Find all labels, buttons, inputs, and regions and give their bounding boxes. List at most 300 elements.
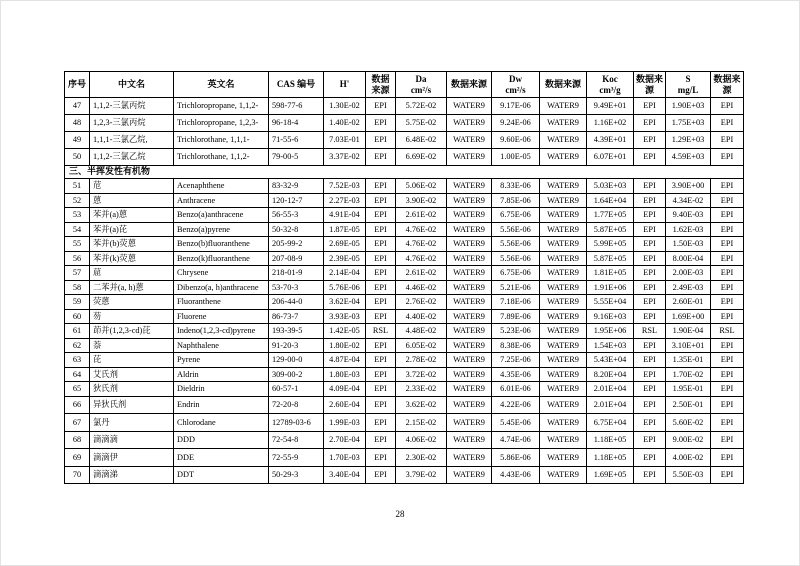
cell-num: 55 [65, 237, 90, 252]
cell-da: 2.33E-02 [396, 382, 447, 397]
cell-cas: 193-39-5 [269, 324, 324, 339]
cell-en: Endrin [174, 396, 269, 414]
cell-h_src: EPI [366, 280, 396, 295]
cell-cas: 205-99-2 [269, 237, 324, 252]
cell-cas: 50-32-8 [269, 222, 324, 237]
cell-h: 2.69E-05 [324, 237, 366, 252]
cell-num: 47 [65, 98, 90, 115]
col-header-s_src: 数据来 源 [711, 72, 744, 98]
cell-koc_src: EPI [634, 193, 666, 208]
cell-cn: 1,1,2-三氯丙烷 [90, 98, 174, 115]
cell-koc_src: EPI [634, 431, 666, 449]
cell-da: 2.15E-02 [396, 414, 447, 432]
parameters-table [64, 71, 744, 484]
table-row [65, 449, 744, 467]
cell-cas: 91-20-3 [269, 338, 324, 353]
cell-num: 67 [65, 414, 90, 432]
cell-da: 5.75E-02 [396, 115, 447, 132]
cell-cn: 苯并(b)荧蒽 [90, 237, 174, 252]
cell-koc_src: EPI [634, 222, 666, 237]
cell-da_src: WATER9 [447, 295, 492, 310]
cell-h: 2.39E-05 [324, 251, 366, 266]
cell-en: Acenaphthene [174, 179, 269, 194]
cell-koc: 5.87E+05 [587, 222, 634, 237]
table-header-row [65, 72, 744, 98]
cell-da: 3.79E-02 [396, 466, 447, 484]
table-row [65, 382, 744, 397]
cell-dw: 5.86E-06 [492, 449, 540, 467]
cell-h: 4.87E-04 [324, 353, 366, 368]
cell-koc_src: RSL [634, 324, 666, 339]
table-row [65, 251, 744, 266]
cell-dw: 5.23E-06 [492, 324, 540, 339]
cell-num: 66 [65, 396, 90, 414]
cell-dw: 7.18E-06 [492, 295, 540, 310]
cell-h_src: EPI [366, 132, 396, 149]
cell-koc: 5.99E+05 [587, 237, 634, 252]
cell-cas: 79-00-5 [269, 149, 324, 166]
cell-cn: 萘 [90, 338, 174, 353]
table-row [65, 431, 744, 449]
cell-da_src: WATER9 [447, 132, 492, 149]
cell-s_src: EPI [711, 414, 744, 432]
cell-koc_src: EPI [634, 295, 666, 310]
col-header-num: 序号 [65, 72, 90, 98]
cell-h: 1.80E-03 [324, 367, 366, 382]
cell-num: 60 [65, 309, 90, 324]
cell-h: 2.14E-04 [324, 266, 366, 281]
cell-s_src: RSL [711, 324, 744, 339]
cell-da: 6.48E-02 [396, 132, 447, 149]
cell-num: 52 [65, 193, 90, 208]
cell-s: 5.60E-02 [666, 414, 711, 432]
section-title: 三、半挥发性有机物 [65, 166, 744, 179]
cell-h_src: RSL [366, 324, 396, 339]
cell-dw: 4.74E-06 [492, 431, 540, 449]
cell-cn: 䓛 [90, 266, 174, 281]
cell-dw: 8.33E-06 [492, 179, 540, 194]
cell-en: Aldrin [174, 367, 269, 382]
cell-koc_src: EPI [634, 132, 666, 149]
cell-h_src: EPI [366, 353, 396, 368]
cell-s: 2.00E-03 [666, 266, 711, 281]
cell-en: Dieldrin [174, 382, 269, 397]
cell-cas: 309-00-2 [269, 367, 324, 382]
cell-dw: 6.75E-06 [492, 208, 540, 223]
cell-da: 6.69E-02 [396, 149, 447, 166]
cell-cn: 苯并(a)芘 [90, 222, 174, 237]
cell-koc: 9.16E+03 [587, 309, 634, 324]
cell-da_src: WATER9 [447, 353, 492, 368]
cell-en: Benzo(b)fluoranthene [174, 237, 269, 252]
table-row [65, 309, 744, 324]
cell-cn: 滴滴滴 [90, 431, 174, 449]
table-row [65, 414, 744, 432]
cell-en: Trichloropropane, 1,2,3- [174, 115, 269, 132]
cell-num: 59 [65, 295, 90, 310]
cell-cn: 狄氏剂 [90, 382, 174, 397]
cell-koc: 1.16E+02 [587, 115, 634, 132]
cell-koc_src: EPI [634, 266, 666, 281]
cell-da_src: WATER9 [447, 367, 492, 382]
cell-dw: 9.24E-06 [492, 115, 540, 132]
col-header-koc_src: 数据来 源 [634, 72, 666, 98]
cell-s: 1.90E-04 [666, 324, 711, 339]
cell-h: 2.70E-04 [324, 431, 366, 449]
cell-koc: 5.55E+04 [587, 295, 634, 310]
cell-en: Fluoranthene [174, 295, 269, 310]
cell-cn: 氯丹 [90, 414, 174, 432]
cell-s_src: EPI [711, 431, 744, 449]
cell-dw: 5.21E-06 [492, 280, 540, 295]
table-row [65, 466, 744, 484]
table-row [65, 98, 744, 115]
cell-cn: 茚并(1,2,3-cd)芘 [90, 324, 174, 339]
cell-s: 2.60E-01 [666, 295, 711, 310]
cell-s_src: EPI [711, 132, 744, 149]
cell-da_src: WATER9 [447, 179, 492, 194]
cell-num: 64 [65, 367, 90, 382]
cell-da: 3.90E-02 [396, 193, 447, 208]
cell-num: 65 [65, 382, 90, 397]
cell-koc: 5.43E+04 [587, 353, 634, 368]
cell-dw: 9.60E-06 [492, 132, 540, 149]
cell-s_src: EPI [711, 396, 744, 414]
cell-h_src: EPI [366, 382, 396, 397]
cell-dw_src: WATER9 [540, 324, 587, 339]
cell-s_src: EPI [711, 449, 744, 467]
cell-s_src: EPI [711, 280, 744, 295]
cell-h_src: EPI [366, 466, 396, 484]
cell-da: 3.72E-02 [396, 367, 447, 382]
cell-koc_src: EPI [634, 98, 666, 115]
cell-da_src: WATER9 [447, 251, 492, 266]
cell-en: DDE [174, 449, 269, 467]
table-row [65, 353, 744, 368]
cell-h: 1.30E-02 [324, 98, 366, 115]
cell-h_src: EPI [366, 266, 396, 281]
col-header-cas: CAS 编号 [269, 72, 324, 98]
cell-h_src: EPI [366, 396, 396, 414]
cell-s: 1.29E+03 [666, 132, 711, 149]
cell-cas: 60-57-1 [269, 382, 324, 397]
cell-dw: 7.89E-06 [492, 309, 540, 324]
cell-koc_src: EPI [634, 179, 666, 194]
cell-num: 69 [65, 449, 90, 467]
cell-cn: 二苯并(a, h)蒽 [90, 280, 174, 295]
col-header-dw_src: 数据来源 [540, 72, 587, 98]
cell-s: 1.95E-01 [666, 382, 711, 397]
cell-dw_src: WATER9 [540, 237, 587, 252]
cell-num: 51 [65, 179, 90, 194]
cell-da: 4.46E-02 [396, 280, 447, 295]
cell-koc_src: EPI [634, 382, 666, 397]
table-row [65, 149, 744, 166]
cell-h_src: EPI [366, 431, 396, 449]
cell-koc: 1.77E+05 [587, 208, 634, 223]
cell-da: 2.76E-02 [396, 295, 447, 310]
cell-cas: 83-32-9 [269, 179, 324, 194]
cell-h: 4.09E-04 [324, 382, 366, 397]
cell-da_src: WATER9 [447, 338, 492, 353]
table-row [65, 338, 744, 353]
cell-da_src: WATER9 [447, 324, 492, 339]
cell-dw_src: WATER9 [540, 115, 587, 132]
cell-s_src: EPI [711, 149, 744, 166]
cell-cn: 苊 [90, 179, 174, 194]
cell-koc_src: EPI [634, 353, 666, 368]
cell-s: 5.50E-03 [666, 466, 711, 484]
cell-s_src: EPI [711, 251, 744, 266]
cell-koc: 4.39E+01 [587, 132, 634, 149]
table-row [65, 208, 744, 223]
cell-cn: 1,2,3-三氯丙烷 [90, 115, 174, 132]
cell-h_src: EPI [366, 179, 396, 194]
col-header-en: 英文名 [174, 72, 269, 98]
cell-h_src: EPI [366, 149, 396, 166]
cell-cas: 72-55-9 [269, 449, 324, 467]
cell-koc_src: EPI [634, 367, 666, 382]
cell-en: Trichlorothane, 1,1,2- [174, 149, 269, 166]
cell-s: 9.00E-02 [666, 431, 711, 449]
cell-s_src: EPI [711, 115, 744, 132]
cell-da: 4.40E-02 [396, 309, 447, 324]
cell-da: 4.76E-02 [396, 251, 447, 266]
cell-en: Dibenzo(a, h)anthracene [174, 280, 269, 295]
cell-num: 58 [65, 280, 90, 295]
cell-h: 1.40E-02 [324, 115, 366, 132]
cell-da_src: WATER9 [447, 396, 492, 414]
cell-da_src: WATER9 [447, 222, 492, 237]
cell-dw: 7.25E-06 [492, 353, 540, 368]
cell-h: 1.42E-05 [324, 324, 366, 339]
cell-da_src: WATER9 [447, 266, 492, 281]
cell-koc_src: EPI [634, 115, 666, 132]
cell-dw: 4.43E-06 [492, 466, 540, 484]
cell-dw_src: WATER9 [540, 431, 587, 449]
cell-s: 1.70E-02 [666, 367, 711, 382]
cell-cn: 滴滴涕 [90, 466, 174, 484]
cell-da: 4.48E-02 [396, 324, 447, 339]
cell-h: 3.40E-04 [324, 466, 366, 484]
cell-koc: 1.69E+05 [587, 466, 634, 484]
cell-s: 3.90E+00 [666, 179, 711, 194]
cell-dw: 5.56E-06 [492, 251, 540, 266]
cell-s_src: EPI [711, 179, 744, 194]
cell-dw: 6.75E-06 [492, 266, 540, 281]
table-row [65, 367, 744, 382]
table-row [65, 132, 744, 149]
cell-da: 2.78E-02 [396, 353, 447, 368]
cell-koc_src: EPI [634, 280, 666, 295]
cell-dw_src: WATER9 [540, 280, 587, 295]
cell-num: 53 [65, 208, 90, 223]
cell-da_src: WATER9 [447, 115, 492, 132]
cell-dw_src: WATER9 [540, 193, 587, 208]
cell-da: 5.72E-02 [396, 98, 447, 115]
cell-cas: 598-77-6 [269, 98, 324, 115]
cell-num: 56 [65, 251, 90, 266]
cell-num: 62 [65, 338, 90, 353]
cell-s: 1.69E+00 [666, 309, 711, 324]
cell-koc: 1.54E+03 [587, 338, 634, 353]
cell-koc: 1.95E+06 [587, 324, 634, 339]
cell-dw_src: WATER9 [540, 98, 587, 115]
cell-da_src: WATER9 [447, 193, 492, 208]
col-header-h_src: 数据 来源 [366, 72, 396, 98]
cell-h_src: EPI [366, 295, 396, 310]
cell-da: 4.06E-02 [396, 431, 447, 449]
cell-h: 4.91E-04 [324, 208, 366, 223]
cell-da_src: WATER9 [447, 382, 492, 397]
cell-s: 1.75E+03 [666, 115, 711, 132]
cell-h: 1.70E-03 [324, 449, 366, 467]
cell-dw: 9.17E-06 [492, 98, 540, 115]
cell-dw_src: WATER9 [540, 414, 587, 432]
cell-koc: 5.87E+05 [587, 251, 634, 266]
cell-da_src: WATER9 [447, 149, 492, 166]
col-header-da_src: 数据来源 [447, 72, 492, 98]
table-row [65, 396, 744, 414]
cell-num: 68 [65, 431, 90, 449]
table-row [65, 193, 744, 208]
cell-dw: 4.35E-06 [492, 367, 540, 382]
cell-num: 54 [65, 222, 90, 237]
cell-dw_src: WATER9 [540, 208, 587, 223]
cell-s: 1.50E-03 [666, 237, 711, 252]
cell-num: 70 [65, 466, 90, 484]
cell-h: 1.87E-05 [324, 222, 366, 237]
cell-cas: 56-55-3 [269, 208, 324, 223]
cell-dw_src: WATER9 [540, 179, 587, 194]
cell-h_src: EPI [366, 251, 396, 266]
cell-cas: 206-44-0 [269, 295, 324, 310]
col-header-cn: 中文名 [90, 72, 174, 98]
cell-s: 1.62E-03 [666, 222, 711, 237]
cell-s_src: EPI [711, 338, 744, 353]
cell-koc_src: EPI [634, 251, 666, 266]
cell-h_src: EPI [366, 193, 396, 208]
cell-h_src: EPI [366, 338, 396, 353]
cell-da_src: WATER9 [447, 414, 492, 432]
cell-s_src: EPI [711, 353, 744, 368]
cell-dw_src: WATER9 [540, 382, 587, 397]
cell-s_src: EPI [711, 367, 744, 382]
cell-dw: 5.56E-06 [492, 222, 540, 237]
cell-h: 1.99E-03 [324, 414, 366, 432]
cell-da_src: WATER9 [447, 280, 492, 295]
cell-h: 3.37E-02 [324, 149, 366, 166]
cell-s: 8.00E-04 [666, 251, 711, 266]
cell-dw_src: WATER9 [540, 295, 587, 310]
cell-en: Pyrene [174, 353, 269, 368]
cell-h: 1.80E-02 [324, 338, 366, 353]
cell-da: 4.76E-02 [396, 222, 447, 237]
cell-h: 7.03E-01 [324, 132, 366, 149]
cell-dw: 4.22E-06 [492, 396, 540, 414]
cell-da: 2.61E-02 [396, 208, 447, 223]
cell-cn: 芴 [90, 309, 174, 324]
cell-cas: 72-20-8 [269, 396, 324, 414]
table-row [65, 222, 744, 237]
cell-koc: 6.75E+04 [587, 414, 634, 432]
cell-en: Fluorene [174, 309, 269, 324]
cell-s: 4.59E+03 [666, 149, 711, 166]
cell-dw_src: WATER9 [540, 449, 587, 467]
cell-da: 5.06E-02 [396, 179, 447, 194]
cell-koc: 2.01E+04 [587, 396, 634, 414]
cell-s_src: EPI [711, 309, 744, 324]
cell-koc: 2.01E+04 [587, 382, 634, 397]
cell-koc: 1.18E+05 [587, 449, 634, 467]
cell-cas: 71-55-6 [269, 132, 324, 149]
cell-koc_src: EPI [634, 414, 666, 432]
cell-koc_src: EPI [634, 466, 666, 484]
cell-en: Chlorodane [174, 414, 269, 432]
cell-h: 2.60E-04 [324, 396, 366, 414]
cell-koc_src: EPI [634, 208, 666, 223]
cell-cn: 苯并(k)荧蒽 [90, 251, 174, 266]
cell-h_src: EPI [366, 309, 396, 324]
cell-da_src: WATER9 [447, 466, 492, 484]
cell-s_src: EPI [711, 382, 744, 397]
cell-cas: 50-29-3 [269, 466, 324, 484]
cell-s: 1.90E+03 [666, 98, 711, 115]
cell-cn: 荧蒽 [90, 295, 174, 310]
cell-h_src: EPI [366, 208, 396, 223]
cell-h_src: EPI [366, 98, 396, 115]
cell-koc: 1.64E+04 [587, 193, 634, 208]
cell-cas: 129-00-0 [269, 353, 324, 368]
cell-en: DDT [174, 466, 269, 484]
cell-da_src: WATER9 [447, 98, 492, 115]
cell-koc_src: EPI [634, 396, 666, 414]
cell-dw_src: WATER9 [540, 266, 587, 281]
cell-dw_src: WATER9 [540, 132, 587, 149]
cell-s: 2.49E-03 [666, 280, 711, 295]
cell-koc_src: EPI [634, 309, 666, 324]
section-header-row [65, 166, 744, 179]
cell-h: 5.76E-06 [324, 280, 366, 295]
cell-da_src: WATER9 [447, 208, 492, 223]
cell-s_src: EPI [711, 266, 744, 281]
cell-h_src: EPI [366, 414, 396, 432]
cell-koc: 1.91E+06 [587, 280, 634, 295]
cell-koc_src: EPI [634, 338, 666, 353]
cell-en: Chrysene [174, 266, 269, 281]
cell-da: 4.76E-02 [396, 237, 447, 252]
cell-cn: 苯并(a)蒽 [90, 208, 174, 223]
table-row [65, 324, 744, 339]
cell-da_src: WATER9 [447, 237, 492, 252]
cell-en: Benzo(a)pyrene [174, 222, 269, 237]
col-header-h: H' [324, 72, 366, 98]
cell-h_src: EPI [366, 115, 396, 132]
cell-dw_src: WATER9 [540, 396, 587, 414]
cell-cn: 1,1,2-三氯乙烷 [90, 149, 174, 166]
cell-cn: 蒽 [90, 193, 174, 208]
cell-en: Indeno(1,2,3-cd)pyrene [174, 324, 269, 339]
cell-s: 9.40E-03 [666, 208, 711, 223]
cell-dw_src: WATER9 [540, 338, 587, 353]
cell-s_src: EPI [711, 295, 744, 310]
cell-num: 49 [65, 132, 90, 149]
cell-cn: 艾氏剂 [90, 367, 174, 382]
cell-cas: 86-73-7 [269, 309, 324, 324]
cell-dw: 1.00E-05 [492, 149, 540, 166]
col-header-koc: Koc cm³/g [587, 72, 634, 98]
cell-s_src: EPI [711, 193, 744, 208]
